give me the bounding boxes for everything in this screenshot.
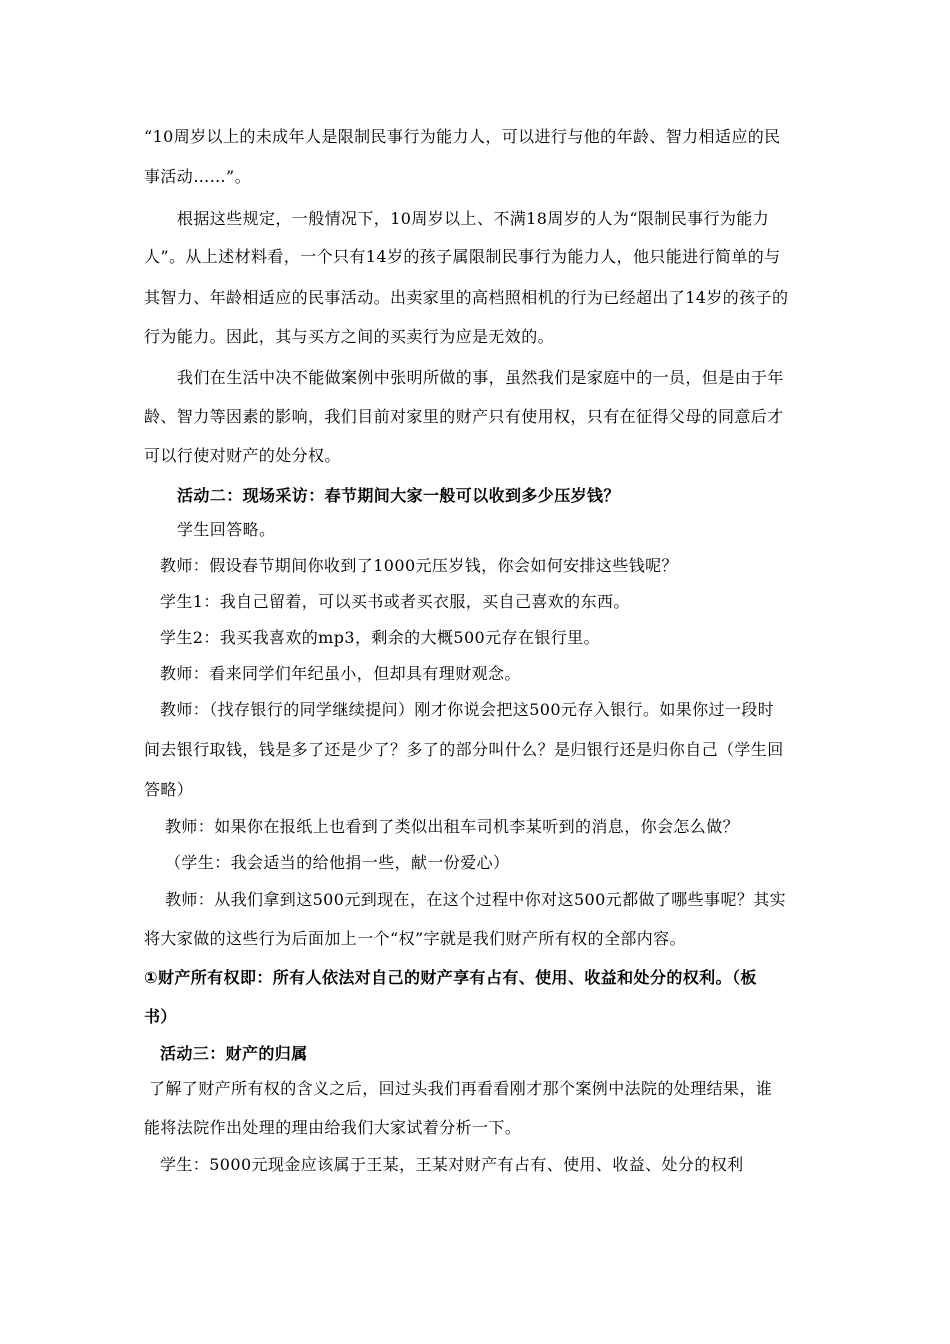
dialogue-line: 学生2：我买我喜欢的mp3，剩余的大概500元存在银行里。	[160, 628, 600, 647]
paragraph-line: 能将法院作出处理的理由给我们大家试着分析一下。	[144, 1118, 522, 1137]
dialogue-line: 答略）	[144, 780, 194, 799]
dialogue-line: 教师：（找存银行的同学继续提问）刚才你说会把这500元存入银行。如果你过一段时	[160, 700, 775, 719]
dialogue-line: 学生：5000元现金应该属于王某，王某对财产有占有、使用、收益、处分的权利	[160, 1155, 744, 1174]
paragraph-line: 龄、智力等因素的影响，我们目前对家里的财产只有使用权，只有在征得父母的同意后才	[144, 407, 784, 426]
paragraph-line: 其智力、年龄相适应的民事活动。出卖家里的高档照相机的行为已经超出了14岁的孩子的	[144, 288, 789, 307]
board-note: ①财产所有权即：所有人依法对自己的财产享有占有、使用、收益和处分的权利。（板	[144, 968, 757, 987]
paragraph-line: 学生回答略。	[177, 520, 276, 539]
paragraph-line: 可以行使对财产的处分权。	[144, 446, 341, 465]
dialogue-line: 教师：从我们拿到这500元到现在，在这个过程中你对这500元都做了哪些事呢？其实	[165, 890, 787, 909]
activity-heading: 活动二：现场采访：春节期间大家一般可以收到多少压岁钱？	[177, 486, 620, 505]
paragraph-line: 根据这些规定，一般情况下，10周岁以上、不满18周岁的人为“限制民事行为能力	[177, 209, 770, 228]
paragraph-line: 我们在生活中决不能做案例中张明所做的事，虽然我们是家庭中的一员，但是由于年	[177, 368, 784, 387]
paragraph-line: 行为能力。因此，其与买方之间的买卖行为应是无效的。	[144, 327, 555, 346]
paragraph-line: 了解了财产所有权的含义之后，回过头我们再看看刚才那个案例中法院的处理结果，谁	[149, 1079, 773, 1098]
dialogue-line: 教师：看来同学们年纪虽小，但却具有理财观念。	[160, 664, 521, 683]
dialogue-line: 将大家做的这些行为后面加上一个“权”字就是我们财产所有权的全部内容。	[144, 929, 686, 948]
paragraph-line: 事活动……”。	[144, 167, 251, 186]
dialogue-line: 间去银行取钱，钱是多了还是少了？多了的部分叫什么？是归银行还是归你自己（学生回	[144, 740, 784, 759]
board-note: 书）	[144, 1007, 177, 1026]
paragraph-line: “10周岁以上的未成年人是限制民事行为能力人，可以进行与他的年龄、智力相适应的民	[144, 127, 781, 146]
dialogue-line: 教师：假设春节期间你收到了1000元压岁钱，你会如何安排这些钱呢？	[160, 556, 678, 575]
dialogue-line: 学生1：我自己留着，可以买书或者买衣服，买自己喜欢的东西。	[160, 592, 630, 611]
dialogue-line: （学生：我会适当的给他捐一些，献一份爱心）	[165, 853, 510, 872]
activity-heading: 活动三：财产的归属	[160, 1044, 308, 1063]
dialogue-line: 教师：如果你在报纸上也看到了类似出租车司机李某听到的消息，你会怎么做？	[165, 817, 740, 836]
paragraph-line: 人”。从上述材料看，一个只有14岁的孩子属限制民事行为能力人，他只能进行简单的与	[144, 247, 781, 266]
